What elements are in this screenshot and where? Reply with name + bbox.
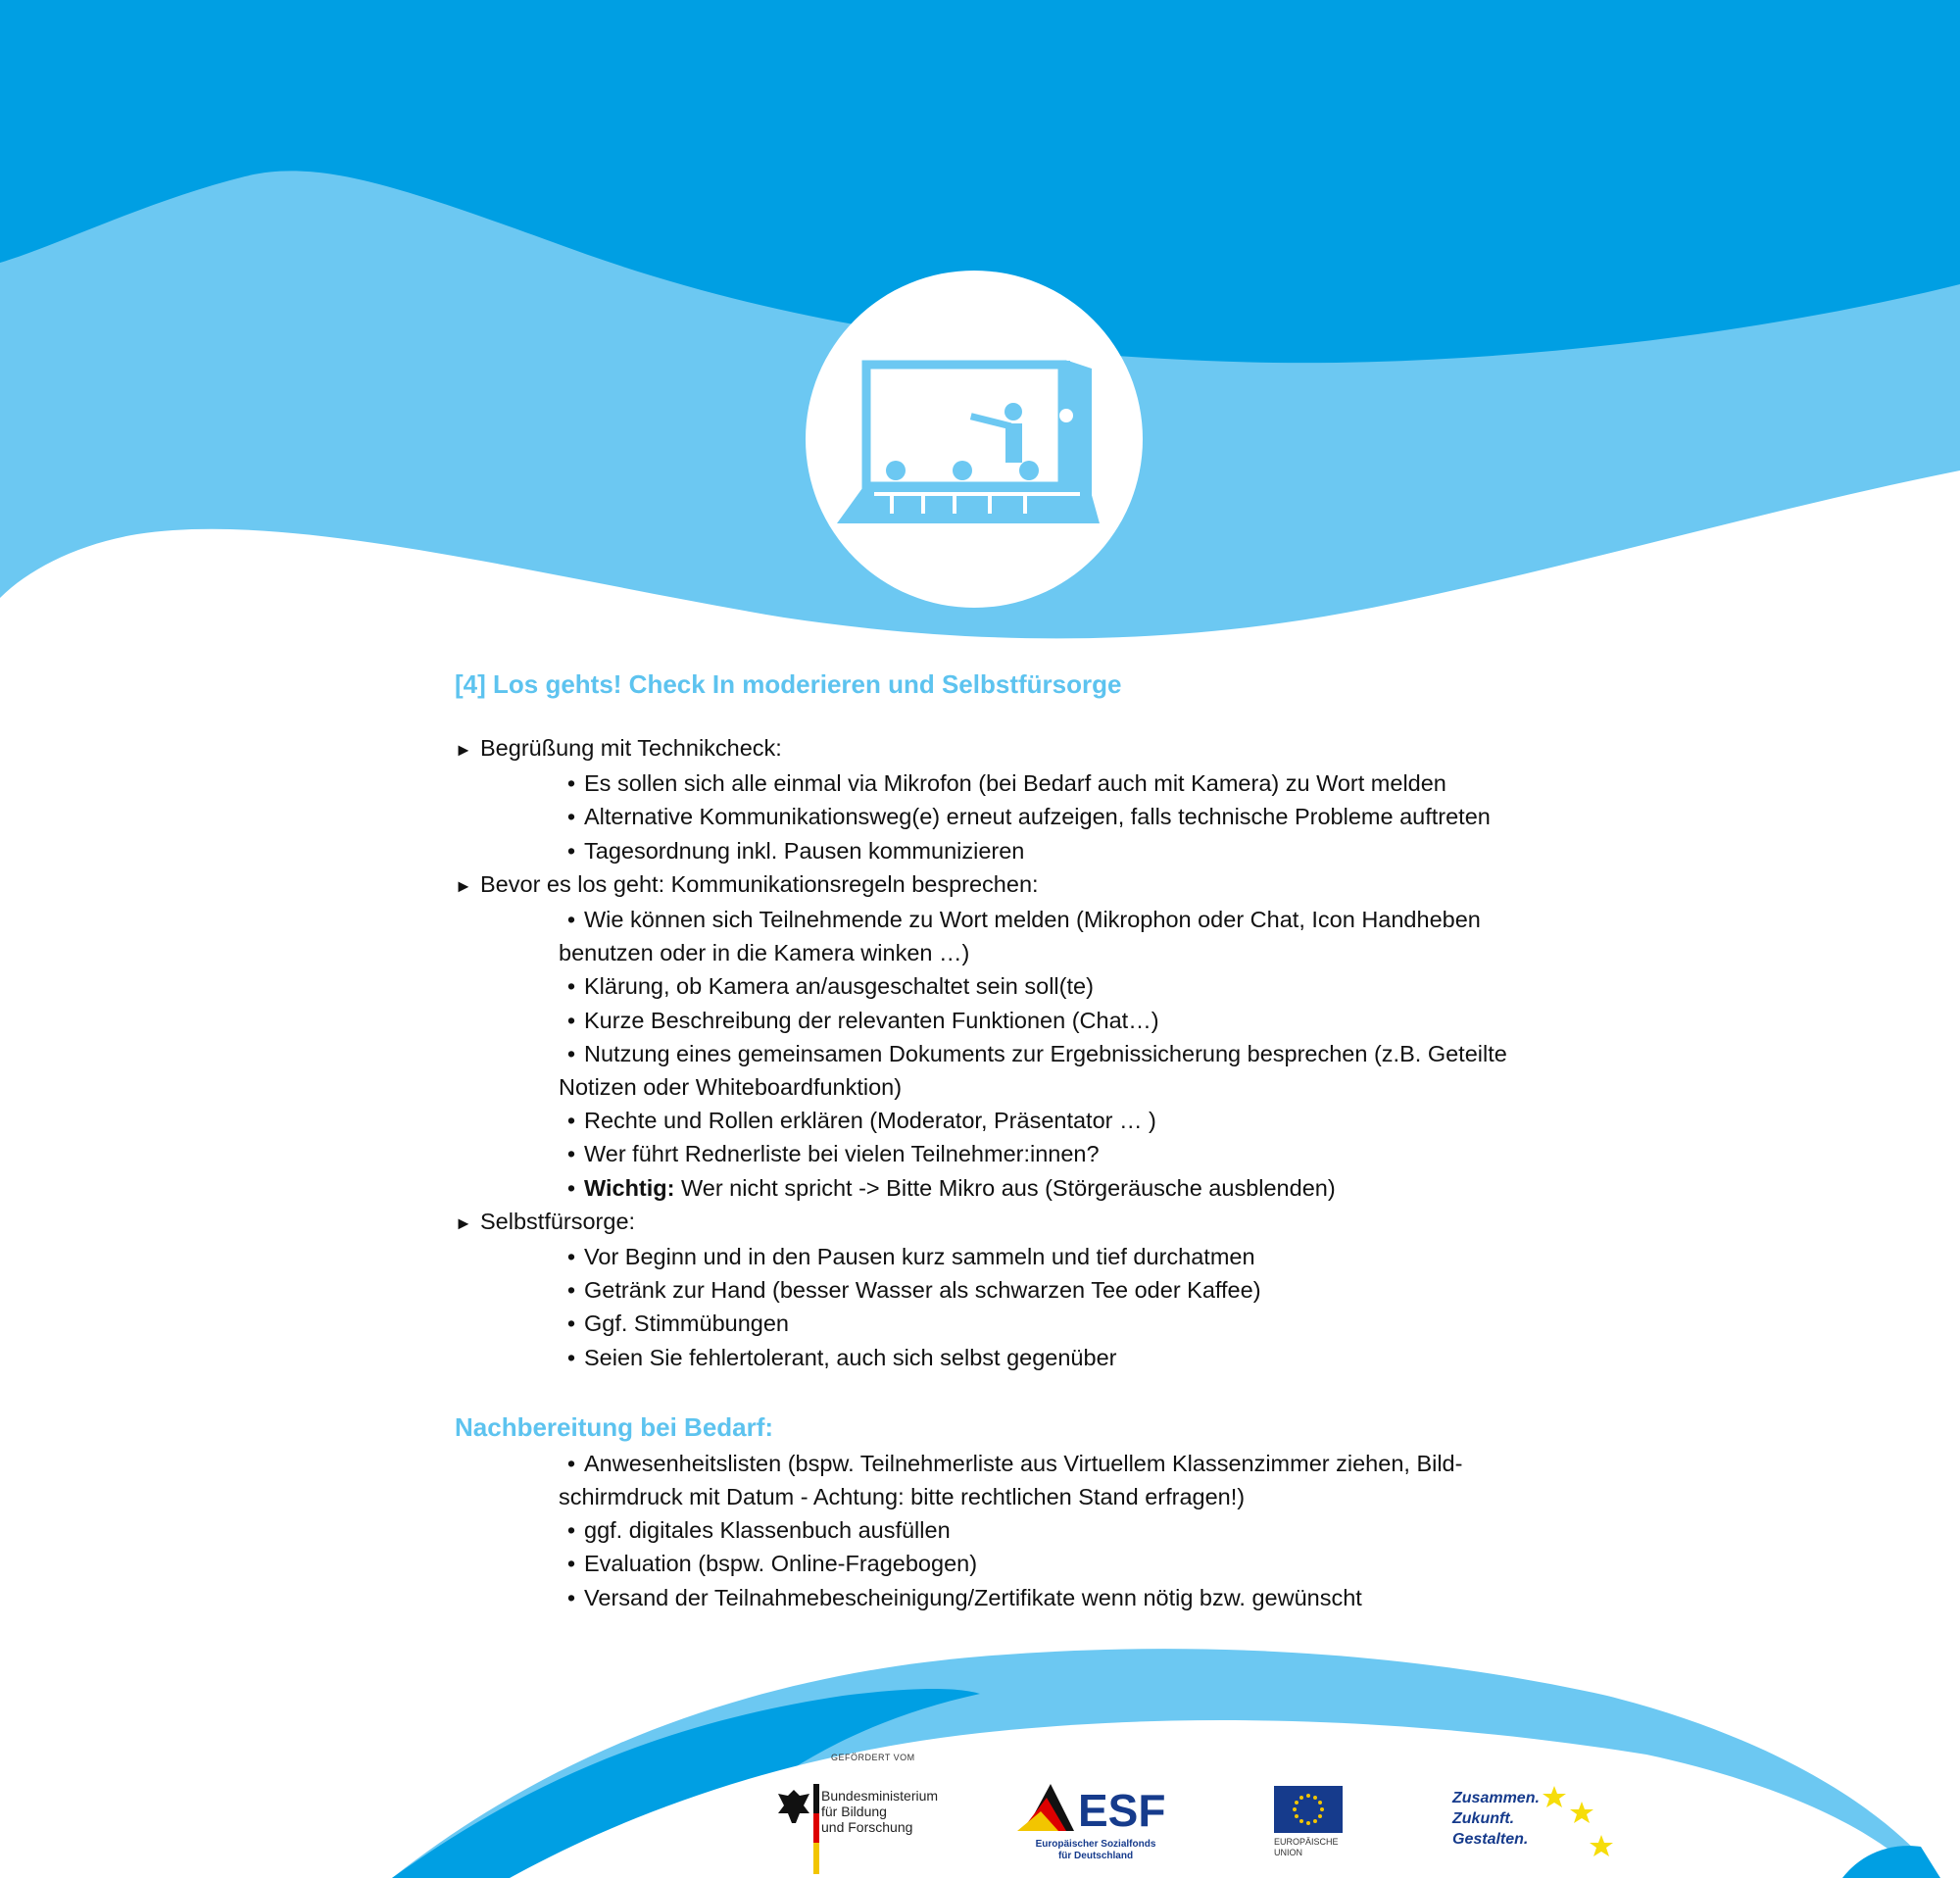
sub-item: • Wer führt Rednerliste bei vielen Teilnehmer:innen? bbox=[455, 1137, 1552, 1170]
bullet-icon: • bbox=[566, 973, 576, 1000]
triangle-bullet-icon: ► bbox=[455, 1212, 472, 1233]
bullet-icon: • bbox=[566, 1174, 576, 1201]
bullet-icon: • bbox=[566, 837, 576, 864]
bullet-icon: • bbox=[566, 1344, 576, 1370]
bullet-icon: • bbox=[566, 804, 576, 830]
sub-item: • Wie können sich Teilnehmende zu Wort melden (Mikrophon oder Chat, Icon Handheben bbox=[455, 903, 1552, 936]
sub-item: • Alternative Kommunikationsweg(e) erneut aufzeigen, falls technische Probleme auftreten bbox=[455, 800, 1552, 833]
sub-item: • Ggf. Stimmübungen bbox=[455, 1307, 1552, 1340]
list-item bbox=[455, 1205, 1552, 1240]
bmbf-text: Bundesministerium für Bildung und Forschung bbox=[821, 1788, 939, 1835]
list-item-label: Selbstfürsorge: bbox=[480, 1208, 636, 1234]
bullet-icon: • bbox=[566, 1108, 576, 1134]
virtual-classroom-icon bbox=[806, 271, 1143, 608]
zusammen-logo: Zusammen. Zukunft. Gestalten. bbox=[1450, 1786, 1627, 1874]
section-heading: [4] Los gehts! Check In moderieren und Selbstfürsorge bbox=[455, 669, 1122, 699]
sub-item: • Nutzung eines gemeinsamen Dokuments zur Ergebnissicherung besprechen (z.B. Geteilte bbox=[455, 1037, 1552, 1070]
list-item bbox=[455, 731, 1552, 766]
sub-item: • Getränk zur Hand (besser Wasser als schwarzen Tee oder Kaffee) bbox=[455, 1273, 1552, 1307]
sub-item-important bbox=[455, 1171, 1552, 1205]
bullet-icon: • bbox=[566, 770, 576, 797]
list-item-label: Bevor es los geht: Kommunikationsregeln besprechen: bbox=[480, 870, 1039, 897]
bullet-icon: • bbox=[566, 1141, 576, 1167]
sub-item-continuation: schirmdruck mit Datum - Achtung: bitte rechtlichen Stand erfragen!) bbox=[559, 1484, 1246, 1510]
bullet-icon: • bbox=[566, 1007, 576, 1033]
sub-item: • Tagesordnung inkl. Pausen kommunizieren bbox=[455, 834, 1552, 867]
icon-circle bbox=[806, 271, 1143, 608]
section-heading-nachbereitung: Nachbereitung bei Bedarf: bbox=[455, 1411, 774, 1442]
esf-logo: ESF Europäischer Sozialfonds für Deutschland bbox=[1017, 1780, 1174, 1874]
bullet-icon: • bbox=[566, 1517, 576, 1544]
sub-item: • ggf. digitales Klassenbuch ausfüllen bbox=[455, 1513, 1552, 1547]
important-label: Wichtig: bbox=[584, 1174, 675, 1201]
bullet-icon: • bbox=[566, 1450, 576, 1476]
bullet-icon: • bbox=[566, 1551, 576, 1577]
important-text: Wer nicht spricht -> Bitte Mikro aus (Störgeräusche ausblenden) bbox=[674, 1174, 1336, 1201]
gefoerdert-label: GEFÖRDERT VOM bbox=[831, 1753, 915, 1762]
eu-logo: EUROPÄISCHE UNION bbox=[1272, 1784, 1350, 1872]
triangle-bullet-icon: ► bbox=[455, 875, 472, 896]
list-item-label: Begrüßung mit Technikcheck: bbox=[480, 735, 782, 761]
sub-item: • Es sollen sich alle einmal via Mikrofon (bei Bedarf auch mit Kamera) zu Wort melden bbox=[455, 766, 1552, 800]
list-item bbox=[455, 867, 1552, 903]
sub-item: • Klärung, ob Kamera an/ausgeschaltet sein soll(te) bbox=[455, 969, 1552, 1003]
sub-item: • Evaluation (bspw. Online-Fragebogen) bbox=[455, 1547, 1552, 1580]
bullet-icon: • bbox=[566, 1310, 576, 1337]
main-content bbox=[455, 665, 1552, 1614]
sub-item: • Rechte und Rollen erklären (Moderator, Präsentator … ) bbox=[455, 1104, 1552, 1137]
sub-item: • Vor Beginn und in den Pausen kurz sammeln und tief durchatmen bbox=[455, 1240, 1552, 1273]
bullet-icon: • bbox=[566, 1277, 576, 1304]
bullet-icon: • bbox=[566, 1244, 576, 1270]
bullet-icon: • bbox=[566, 907, 576, 933]
sub-item-continuation: benutzen oder in die Kamera winken …) bbox=[559, 940, 970, 966]
bullet-icon: • bbox=[566, 1040, 576, 1066]
sub-item: • Seien Sie fehlertolerant, auch sich selbst gegenüber bbox=[455, 1341, 1552, 1374]
bullet-icon: • bbox=[566, 1584, 576, 1610]
sub-item: • Versand der Teilnahmebescheinigung/Zertifikate wenn nötig bzw. gewünscht bbox=[455, 1581, 1552, 1614]
sub-item: • Anwesenheitslisten (bspw. Teilnehmerliste aus Virtuellem Klassenzimmer ziehen, Bild- bbox=[455, 1447, 1552, 1480]
sub-item-continuation: Notizen oder Whiteboardfunktion) bbox=[559, 1074, 903, 1101]
sub-item: • Kurze Beschreibung der relevanten Funktionen (Chat…) bbox=[455, 1004, 1552, 1037]
triangle-bullet-icon: ► bbox=[455, 740, 472, 760]
footer-wave-background bbox=[0, 1607, 1960, 1878]
